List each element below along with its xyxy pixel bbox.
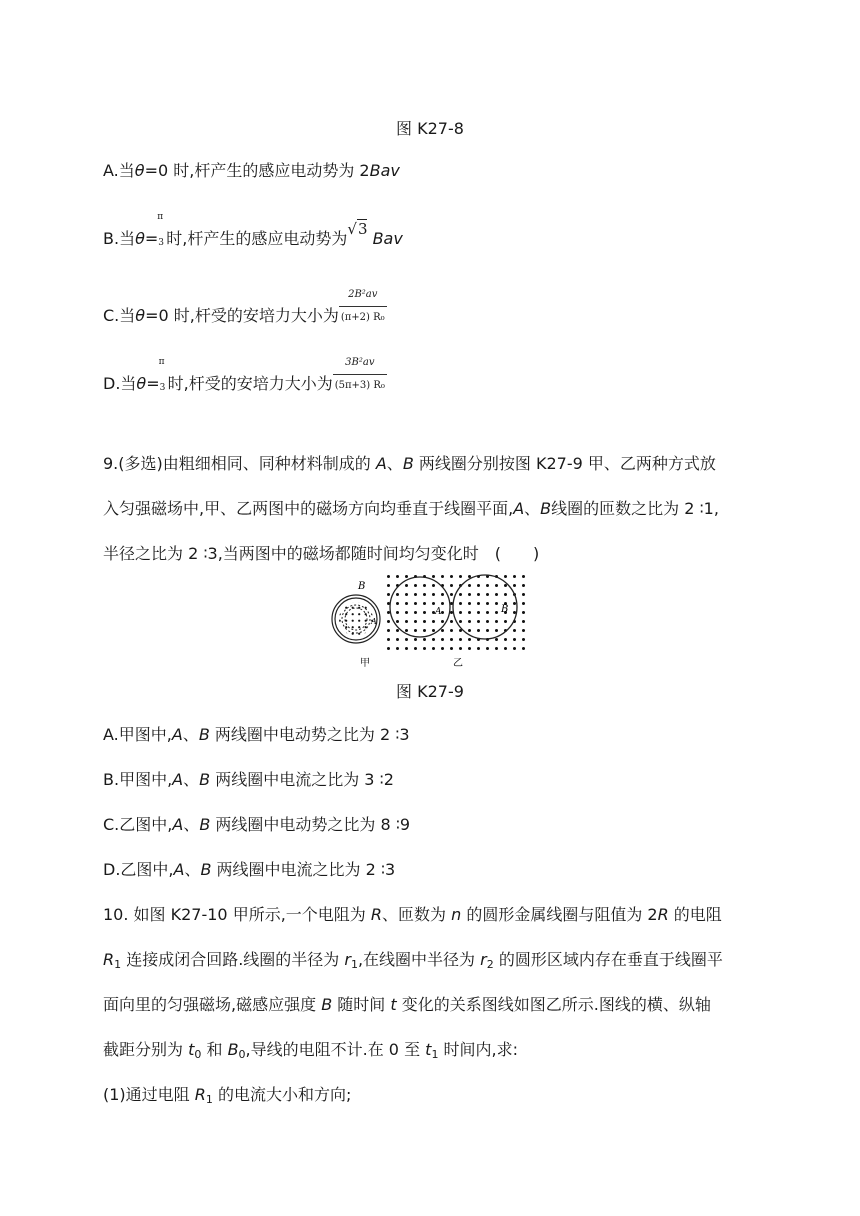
label-yi: 乙: [453, 658, 463, 669]
q10-line-4: 截距分别为 $t_0$ 和 $B_0$,导线的电阻不计.在 0 至 $t_1$ 时间内,求:: [103, 1040, 519, 1061]
q10-line-5: (1)通过电阻 $R_1$ 的电流大小和方向;: [103, 1085, 352, 1106]
q8-option-a: A.当θ=0 时,杆产生的感应电动势为 2Bav: [103, 161, 400, 180]
label-a-jia: A: [371, 617, 377, 626]
q10-line-3: 面向里的匀强磁场,磁感应强度 B 随时间 t 变化的关系图线如图乙所示.图线的横、纵轴: [103, 995, 711, 1014]
label-jia: 甲: [360, 658, 370, 669]
q10-line-2: $R_1$ 连接成闭合回路.线圈的半径为 $r_1$,在线圈中半径为 $r_2$ 的圆形区域内存在垂直于线圈平: [103, 950, 723, 971]
fraction: $\frac{\text{2B²av}}{\text{(π+2) R₀}}$: [339, 284, 387, 329]
figure-caption-k27-9: 图 K27-9: [396, 682, 464, 701]
figure-caption-k27-8: 图 K27-8: [396, 119, 464, 138]
q10-line-1: 10. 如图 K27-10 甲所示,一个电阻为 R、匝数为 n 的圆形金属线圈与阻值为 2R 的电阻: [103, 905, 722, 924]
q9-line-1: 9.(多选)由粗细相同、同种材料制成的 A、B 两线圈分别按图 K27-9 甲、乙两种方式放: [103, 454, 716, 473]
q9-option-d: D.乙图中,A、B 两线圈中电流之比为 2 ∶3: [103, 860, 396, 879]
q9-line-2: 入匀强磁场中,甲、乙两图中的磁场方向均垂直于线圈平面,A、B线圈的匝数之比为 2 ∶1,: [103, 499, 719, 518]
label-a-yi: A: [435, 607, 442, 617]
figure-jia: [332, 581, 380, 669]
figure-yi: [387, 574, 527, 669]
q9-option-a: A.甲图中,A、B 两线圈中电动势之比为 2 ∶3: [103, 725, 410, 744]
q9-option-b: B.甲图中,A、B 两线圈中电流之比为 3 ∶2: [103, 770, 394, 789]
figure-k27-9: [330, 572, 530, 672]
q8-option-c: C.当θ=0 时,杆受的安培力大小为 $\frac{\text{2B²av}}{\text{(π+2) R₀}}$: [103, 294, 387, 339]
label-b-yi: B: [501, 604, 509, 615]
q8-option-b: B.当θ= π 3 时,杆产生的感应电动势为√3 Bav: [103, 212, 403, 248]
q9-line-3: 半径之比为 2 ∶3,当两图中的磁场都随时间均匀变化时 ( ): [103, 544, 540, 563]
fraction: $\frac{\text{3B²av}}{\text{(5π+3) R₀}}$: [333, 352, 387, 397]
label-b-jia: B: [358, 581, 366, 592]
q9-option-c: C.乙图中,A、B 两线圈中电动势之比为 8 ∶9: [103, 815, 411, 834]
q8-option-d: D.当θ= π 3 时,杆受的安培力大小为 $\frac{\text{3B²av}}{\text{(5π+3) R₀}}$: [103, 362, 387, 407]
